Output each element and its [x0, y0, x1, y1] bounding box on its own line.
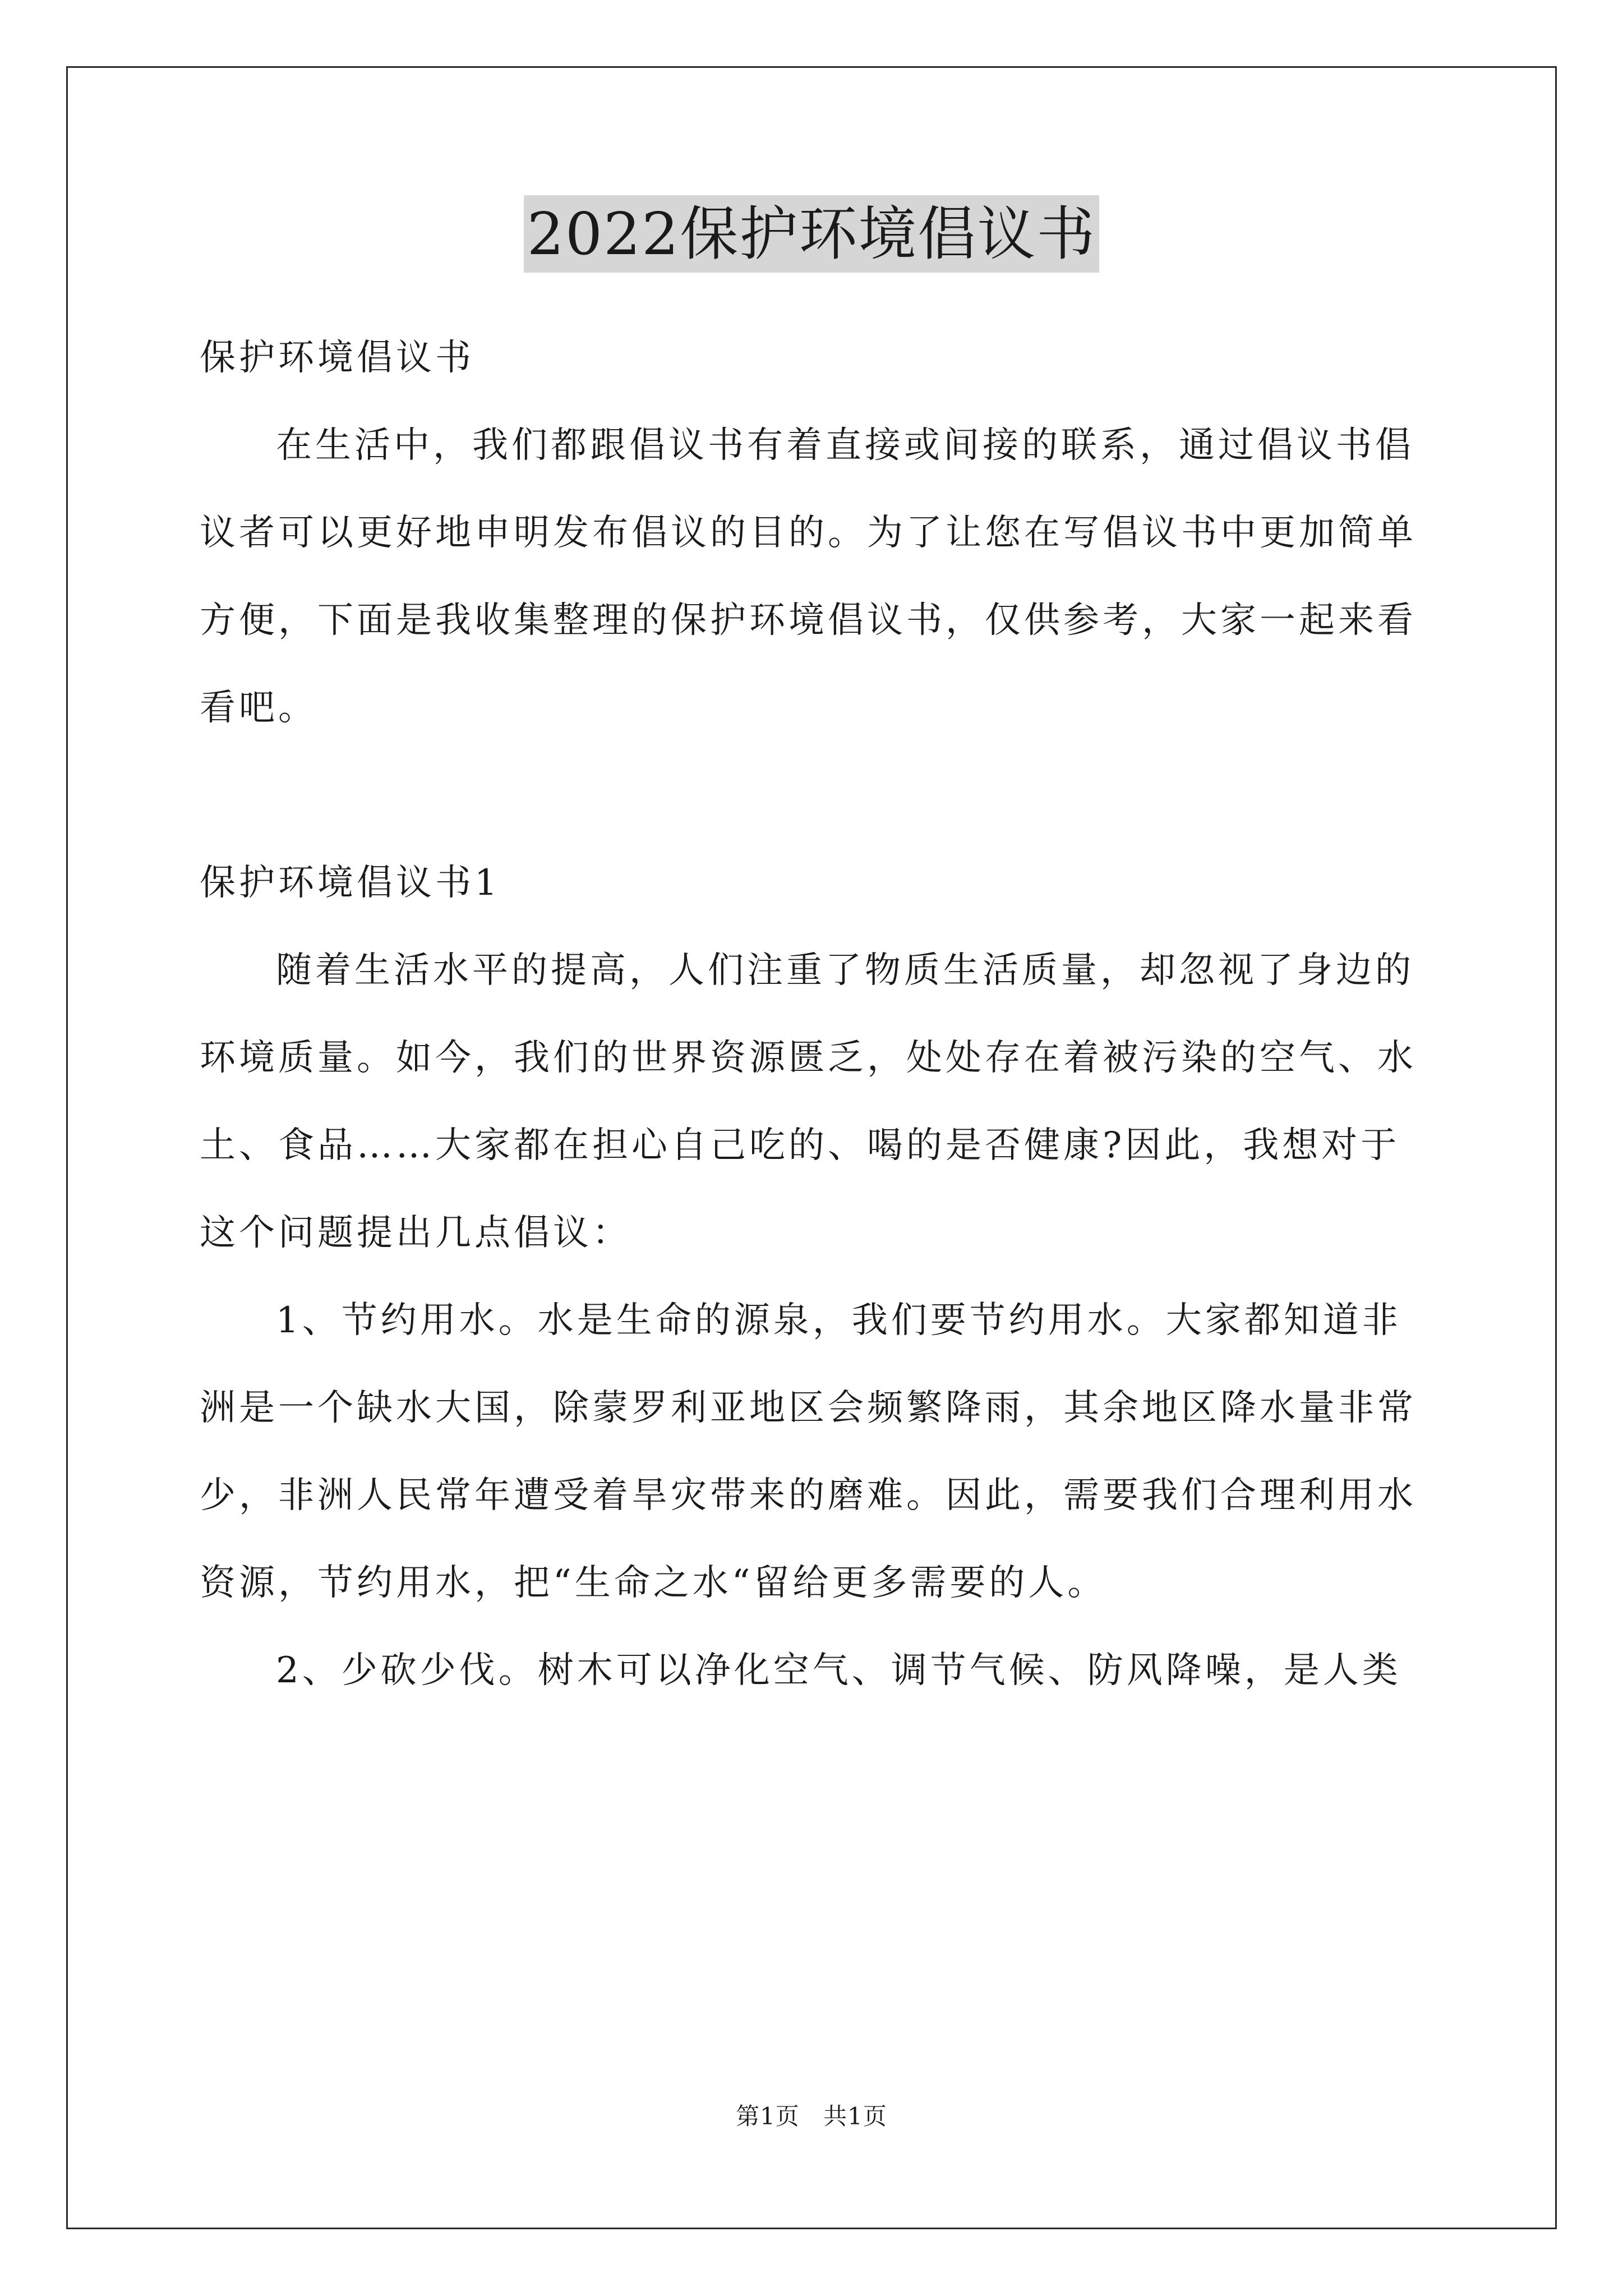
page-number: 第1页	[736, 2102, 800, 2130]
body-paragraph: 1、节约用水。水是生命的源泉，我们要节约用水。大家都知道非洲是一个缺水大国，除蒙罗利亚地区会频繁降雨，其余地区降水量非常少，非洲人民常年遭受着旱灾带来的磨难。因此，需要我们合理利用水资源，节约用水，把“生命之水“留给更多需要的人。	[200, 1300, 1417, 1604]
subtitle: 保护环境倡议书	[200, 337, 474, 379]
intro-paragraph: 在生活中，我们都跟倡议书有着直接或间接的联系，通过倡议书倡议者可以更好地申明发布倡议的目的。为了让您在写倡议书中更加简单方便，下面是我收集整理的保护环境倡议书，仅供参考，大家一起来看看吧。	[200, 425, 1417, 729]
page-footer	[0, 2098, 1623, 2132]
document-title: 2022保护环境倡议书	[524, 195, 1100, 273]
title-container	[0, 195, 1623, 273]
body-paragraph: 随着生活水平的提高，人们注重了物质生活质量，却忽视了身边的环境质量。如今，我们的世界资源匮乏，处处存在着被污染的空气、水土、食品……大家都在担心自己吃的、喝的是否健康?因此，我想对于这个问题提出几点倡议：	[200, 950, 1417, 1254]
document-body	[200, 314, 1422, 1714]
body-paragraph: 2、少砍少伐。树木可以净化空气、调节气候、防风降噪，是人类	[276, 1650, 1401, 1691]
page-total: 共1页	[823, 2102, 887, 2130]
section-heading: 保护环境倡议书1	[200, 862, 501, 904]
